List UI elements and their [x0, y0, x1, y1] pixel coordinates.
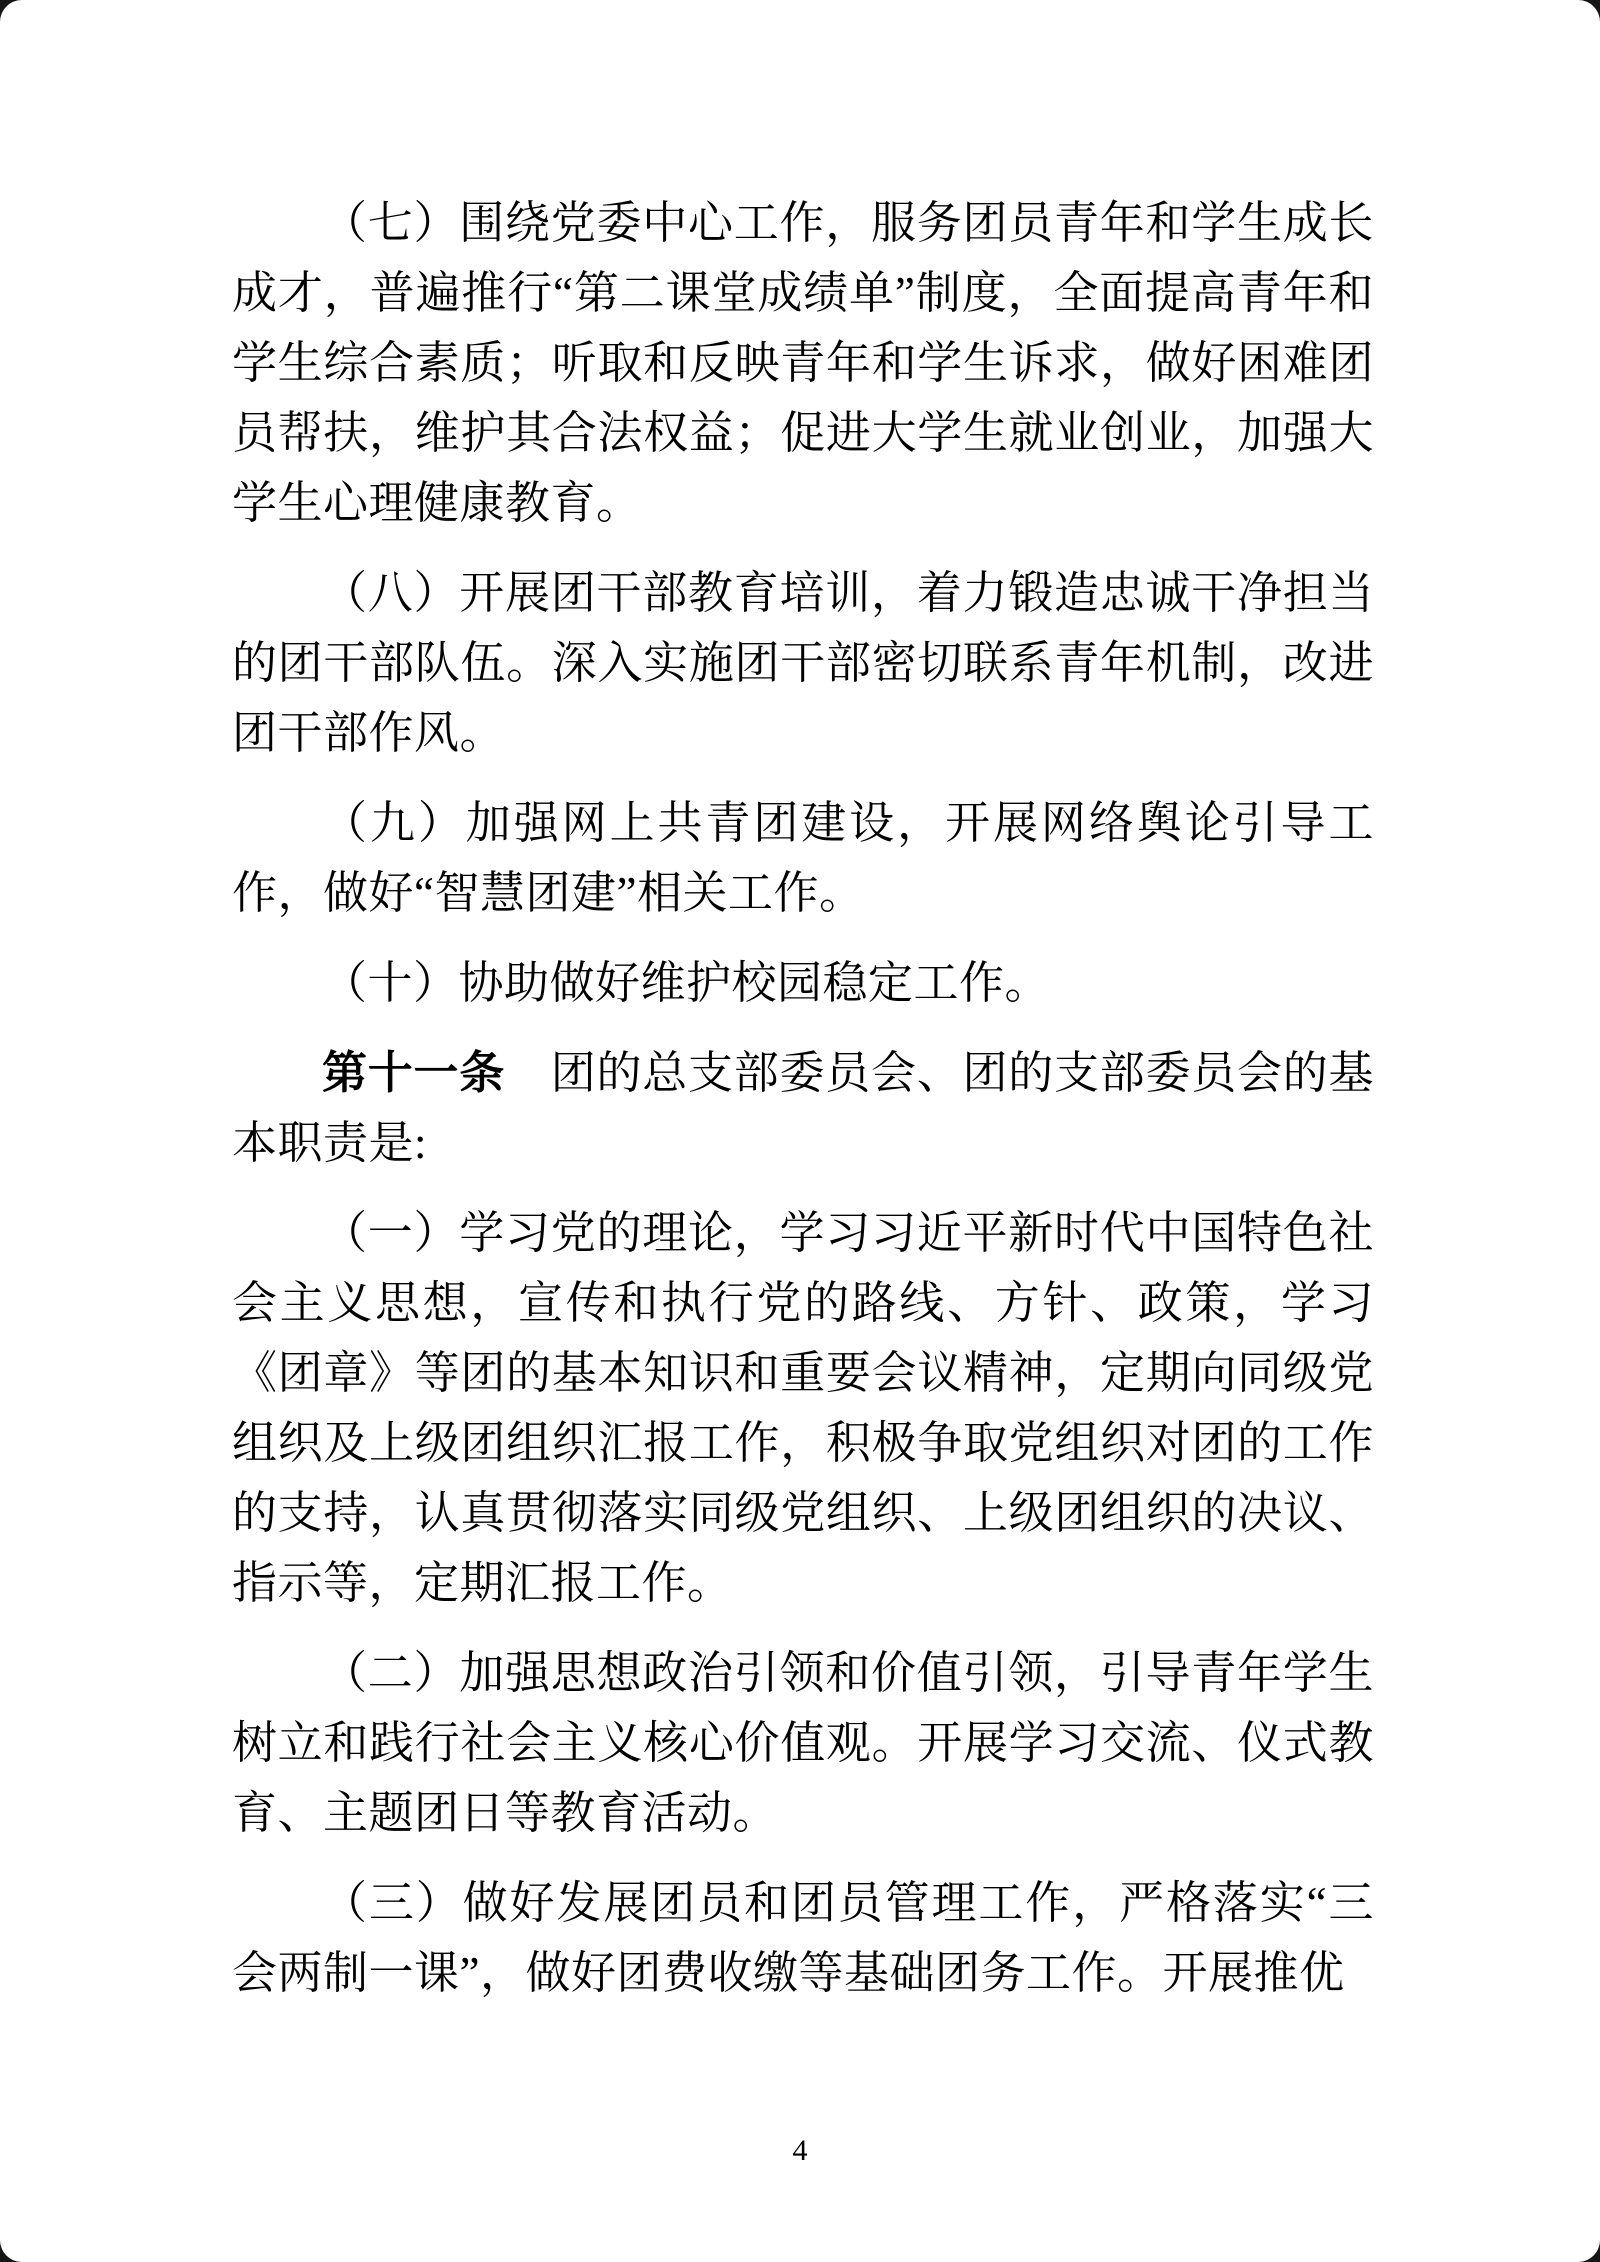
- paragraph-text: （三）做好发展团员和团员管理工作，严格落实“三会两制一课”，做好团费收缴等基础团务工作。开展推优: [232, 1878, 1374, 1998]
- paragraph-text: （二）加强思想政治引领和价值引领，引导青年学生树立和践行社会主义核心价值观。开展学习交流、仪式教育、主题团日等教育活动。: [232, 1648, 1374, 1838]
- paragraph-text: （九）加强网上共青团建设，开展网络舆论引导工作，做好“智慧团建”相关工作。: [232, 798, 1374, 918]
- document-body: [232, 188, 1374, 2008]
- paragraph-text: （八）开展团干部教育培训，着力锻造忠诚干净担当的团干部队伍。深入实施团干部密切联系青年机制，改进团干部作风。: [232, 568, 1374, 758]
- paragraph-text: （十）协助做好维护校园稳定工作。: [322, 958, 1051, 1008]
- paragraph: [232, 948, 1374, 1018]
- paragraph: [232, 188, 1374, 538]
- paragraph: [232, 1868, 1374, 2008]
- paragraph-article-heading: [232, 1038, 1374, 1178]
- paragraph-text: （七）围绕党委中心工作，服务团员青年和学生成长成才，普遍推行“第二课堂成绩单”制度，全面提高青年和学生综合素质；听取和反映青年和学生诉求，做好困难团员帮扶，维护其合法权益；促进大学生就业创业，加强大学生心理健康教育。: [232, 198, 1374, 528]
- page-number: 4: [792, 2134, 808, 2167]
- article-number: 第十一条: [322, 1048, 505, 1098]
- paragraph: [232, 558, 1374, 768]
- paragraph-text: 团的总支部委员会、团的支部委员会的基本职责是:: [232, 1048, 1374, 1168]
- paragraph: [232, 788, 1374, 928]
- paragraph: [232, 1638, 1374, 1848]
- paragraph-text: （一）学习党的理论，学习习近平新时代中国特色社会主义思想，宣传和执行党的路线、方针、政策，学习《团章》等团的基本知识和重要会议精神，定期向同级党组织及上级团组织汇报工作，积极争取党组织对团的工作的支持，认真贯彻落实同级党组织、上级团组织的决议、指示等，定期汇报工作。: [232, 1208, 1374, 1608]
- paragraph: [232, 1198, 1374, 1618]
